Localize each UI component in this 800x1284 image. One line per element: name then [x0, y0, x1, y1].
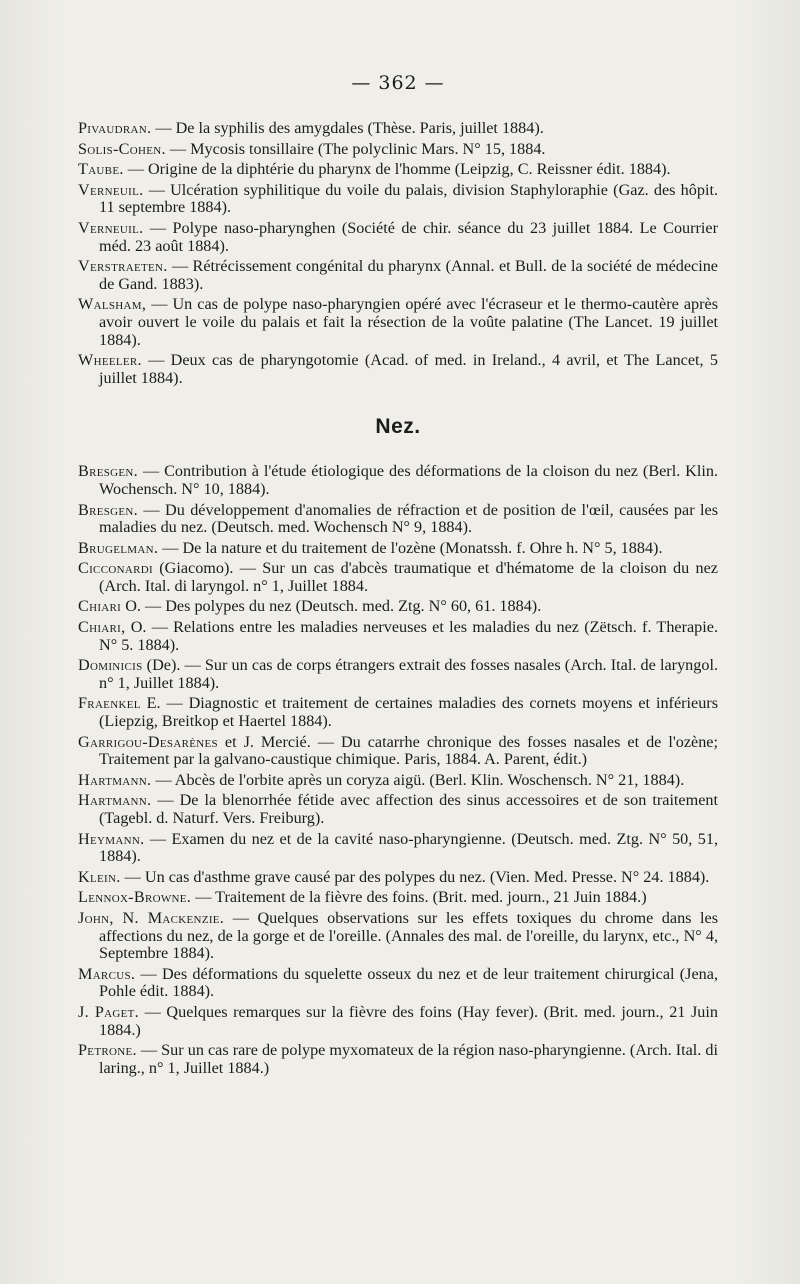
- entry-text: — Abcès de l'orbite après un coryza aigü. (Berl. Klin. Woschensch. N° 21, 1884).: [151, 770, 685, 789]
- bibliography-entry: [78, 657, 718, 692]
- bibliography-entry: [78, 869, 718, 887]
- entry-text: — Des déformations du squelette osseux du nez et de leur traitement chirurgical (Jena, Pohle édit. 1884).: [99, 964, 718, 1001]
- entry-author: Chiari: [78, 597, 122, 616]
- bibliography-entry: [78, 540, 718, 558]
- entry-text: — De la nature et du traitement de l'ozène (Monatssh. f. Ohre h. N° 5, 1884).: [158, 538, 663, 557]
- entry-text: — Mycosis tonsillaire (The polyclinic Mars. N° 15, 1884.: [165, 139, 546, 158]
- bibliography-entry: [78, 910, 718, 963]
- entry-author: Dominicis: [78, 656, 143, 675]
- entry-text: — Quelques observations sur les effets toxiques du chrome dans les affections du nez, de la gorge et de l'oreille. (Annales des mal. de l'oreille, du larynx, etc., N° 4, Septembre 1884).: [99, 908, 719, 963]
- bibliography-entry: [78, 831, 718, 866]
- entry-author: Garrigou-Desarènes: [78, 732, 218, 751]
- entry-author: Cicconardi: [78, 559, 153, 578]
- bibliography-entry: [78, 1004, 718, 1039]
- bibliography-entry: [78, 560, 718, 595]
- bibliography-entry: [78, 182, 718, 217]
- bibliography-entry: [78, 966, 718, 1001]
- entry-text: O. — Des polypes du nez (Deutsch. med. Ztg. N° 60, 61. 1884).: [121, 597, 542, 616]
- bibliography-entry: [78, 296, 718, 349]
- bibliography-entry: [78, 502, 718, 537]
- bibliography-entry: [78, 1042, 718, 1077]
- bibliography-entry: [78, 220, 718, 255]
- entry-text: E. — Diagnostic et traitement de certaines maladies des cornets moyens et inférieurs (Liepzig, Breitkop et Haertel 1884).: [99, 694, 718, 731]
- bibliography-entry: [78, 619, 718, 654]
- bibliography-entry: [78, 161, 718, 179]
- bibliography-entry: [78, 141, 718, 159]
- entry-author: Verneuil.: [78, 218, 144, 237]
- entry-text: — Polype naso-pharynghen (Société de chir. séance du 23 juillet 1884. Le Courrier méd. 23 août 1884).: [99, 218, 718, 255]
- entry-text: — Rétrécissement congénital du pharynx (Annal. et Bull. de la société de médecine de Gand. 1883).: [99, 257, 718, 293]
- bibliography-entry: [78, 352, 718, 387]
- entry-author: Solis-Cohen.: [78, 139, 166, 158]
- entry-author: Bresgen.: [78, 462, 139, 481]
- entry-text: O. — Relations entre les maladies nerveuses et les maladies du nez (Zëtsch. f. Therapie. N° 5. 1884).: [99, 618, 718, 654]
- entry-text: (Giacomo). — Sur un cas d'abcès traumatique et d'hématome de la cloison du nez (Arch. Ital. di laryngol. n° 1, Juillet 1884.: [99, 559, 718, 595]
- entry-text: (De). — Sur un cas de corps étrangers extrait des fosses nasales (Arch. Ital. de laryngol. n° 1, Juillet 1884).: [99, 656, 718, 692]
- entry-text: — Contribution à l'étude étiologique des déformations de la cloison du nez (Berl. Klin. Wochensch. N° 10, 1884).: [99, 462, 718, 498]
- entry-author: Verstraeten.: [78, 257, 168, 276]
- section-heading: Nez.: [375, 415, 421, 439]
- entry-author: Hartmann.: [78, 770, 152, 789]
- entry-author: Bresgen.: [78, 500, 139, 519]
- bibliography-entry: [78, 772, 718, 790]
- entry-text: — Sur un cas rare de polype myxomateux de la région naso-pharyngienne. (Arch. Ital. di laring., n° 1, Juillet 1884.): [99, 1041, 718, 1077]
- entry-author: Taube.: [78, 160, 124, 179]
- entry-author: Klein.: [78, 867, 121, 886]
- entry-author: Brugelman.: [78, 538, 159, 557]
- bibliography-list-pharynx: [78, 120, 718, 387]
- bibliography-entry: [78, 463, 718, 498]
- bibliography-entry: [78, 695, 718, 730]
- bibliography-entry: [78, 598, 718, 616]
- entry-author: Wheeler.: [78, 351, 142, 370]
- page-number: — 362 —: [351, 72, 445, 94]
- entry-author: Petrone.: [78, 1041, 137, 1060]
- entry-author: J. Paget.: [78, 1002, 140, 1021]
- entry-text: — Un cas de polype naso-pharyngien opéré avec l'écraseur et le thermo-cautère après avoir ouvert le voile du palais et fait la résection de la voûte palatine (The Lancet. 19 juillet 1884).: [99, 295, 718, 349]
- entry-author: Fraenkel: [78, 694, 141, 713]
- entry-author: Heymann.: [78, 829, 145, 848]
- entry-author: Walsham,: [78, 295, 147, 314]
- entry-text: — Examen du nez et de la cavité naso-pharyngienne. (Deutsch. med. Ztg. N° 50, 51, 1884).: [99, 829, 718, 866]
- bibliography-entry: [78, 792, 718, 827]
- entry-text: — Origine de la diphtérie du pharynx de l'homme (Leipzig, C. Reissner édit. 1884).: [123, 160, 671, 179]
- bibliography-entry: [78, 734, 718, 769]
- entry-author: Chiari,: [78, 618, 126, 637]
- entry-author: Lennox-Browne.: [78, 888, 192, 907]
- entry-author: Verneuil.: [78, 180, 144, 199]
- entry-author: Pivaudran.: [78, 119, 152, 137]
- entry-author: John, N. Mackenzie.: [78, 908, 225, 927]
- entry-text: — Un cas d'asthme grave causé par des polypes du nez. (Vien. Med. Presse. N° 24. 1884).: [120, 867, 710, 886]
- entry-author: Marcus.: [78, 964, 136, 983]
- entry-text: — Traitement de la fièvre des foins. (Brit. med. journ., 21 Juin 1884.): [191, 888, 647, 907]
- entry-text: — De la syphilis des amygdales (Thèse. Paris, juillet 1884).: [151, 119, 544, 137]
- entry-author: Hartmann.: [78, 791, 152, 810]
- bibliography-entry: [78, 889, 718, 907]
- entry-text: et J. Mercié. — Du catarrhe chronique des fosses nasales et de l'ozène; Traitement par la galvano-caustique chimique. Paris, 1884. A. Parent, édit.): [99, 732, 718, 769]
- entry-text: — Du développement d'anomalies de réfraction et de position de l'œil, causées par les maladies du nez. (Deutsch. med. Wochensch N° 9, 1884).: [99, 500, 718, 537]
- entry-text: — Ulcération syphilitique du voile du palais, division Staphyloraphie (Gaz. des hôpit. 11 septembre 1884).: [99, 180, 718, 217]
- bibliography-list-nez: [78, 463, 718, 1077]
- entry-text: — De la blenorrhée fétide avec affection des sinus accessoires et de son traitement (Tagebl. d. Naturf. Vers. Freiburg).: [99, 791, 718, 827]
- bibliography-entry: [78, 120, 718, 138]
- entry-text: — Quelques remarques sur la fièvre des foins (Hay fever). (Brit. med. journ., 21 Juin 1884.): [99, 1002, 718, 1039]
- bibliography-entry: [78, 258, 718, 293]
- entry-text: — Deux cas de pharyngotomie (Acad. of med. in Ireland., 4 avril, et The Lancet, 5 juillet 1884).: [99, 351, 718, 387]
